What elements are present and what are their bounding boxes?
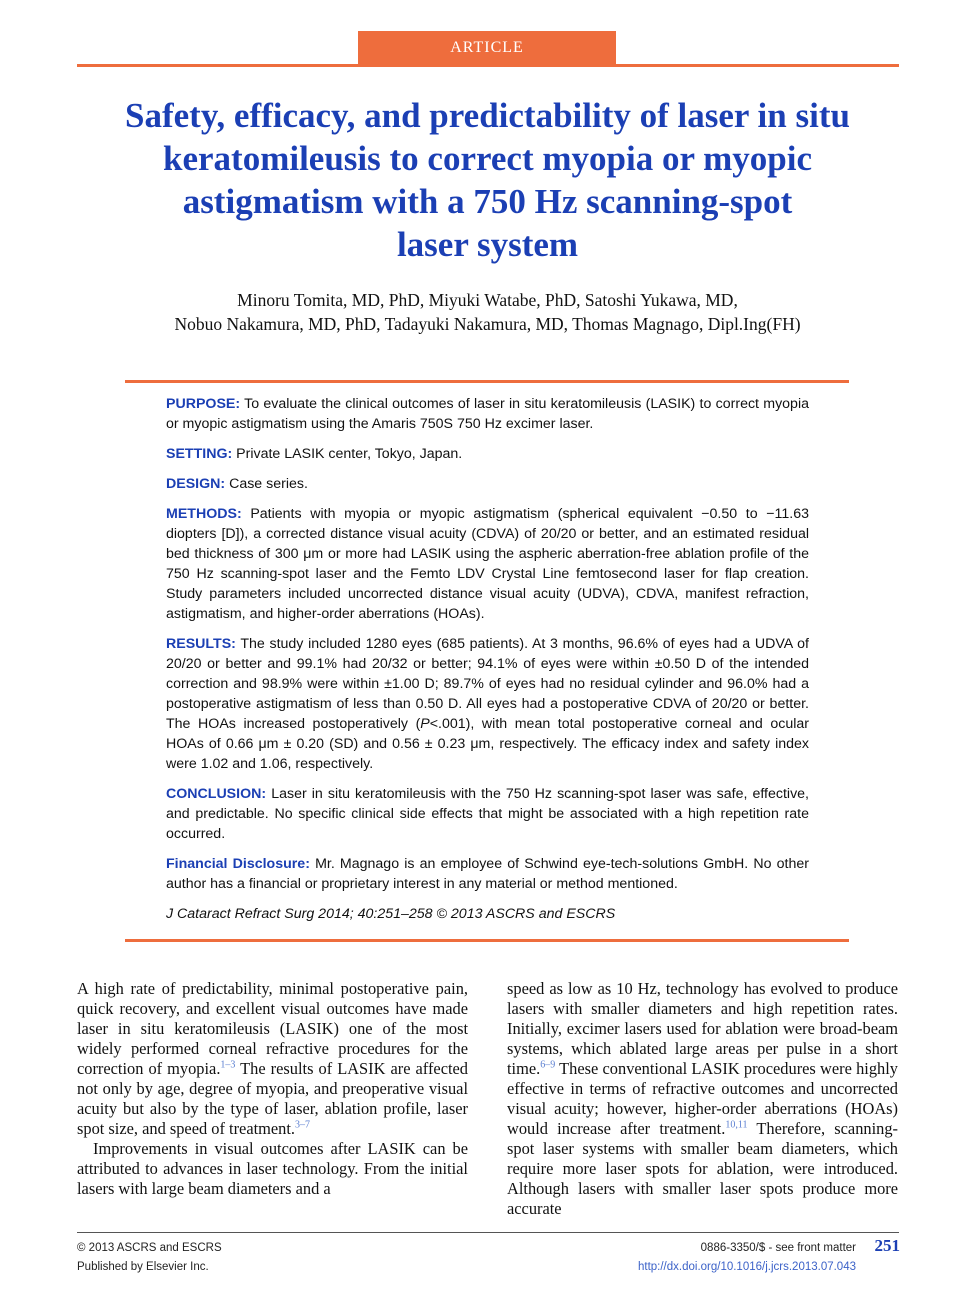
footer-copyright: © 2013 ASCRS and ESCRS <box>77 1242 222 1254</box>
reference-link-3-7[interactable]: 3–7 <box>295 1119 311 1131</box>
body-p3-text-a: speed as low as 10 Hz, technology has evolved to produce lasers with smaller diameters and high repetition rates. Initially, excimer lasers used for ablation were broad-beam systems, which ablated large areas per pulse in a short time. <box>507 979 898 1078</box>
abstract-conclusion <box>166 784 809 844</box>
abstract <box>166 394 809 934</box>
abstract-disclosure <box>166 854 809 894</box>
body-right-column <box>507 979 898 1219</box>
body-left-column <box>77 979 468 1199</box>
body-p3-text-b: These conventional LASIK procedures were highly effective in terms of refractive outcomes and uncorrected visual acuity; however, higher-order aberrations (HOAs) would increase after treatment. <box>507 1059 898 1138</box>
body-paragraph-3 <box>507 979 898 1219</box>
results-heading: RESULTS: <box>166 636 236 652</box>
results-text-b: <.001), with mean total postoperative corneal and ocular HOAs of 0.66 μm ± 0.20 (SD) and 0.56 ± 0.23 μm, respectively. The efficacy index and safety index were 1.02 and 1.06, respectively. <box>166 716 809 772</box>
body-paragraph-2: Improvements in visual outcomes after LASIK can be attributed to advances in laser technology. From the initial lasers with large beam diameters and a <box>77 1139 468 1198</box>
footer-rule <box>77 1232 899 1233</box>
footer-publisher: Published by Elsevier Inc. <box>77 1261 209 1273</box>
reference-link-6-9[interactable]: 6–9 <box>540 1059 556 1071</box>
journal-citation: J Cataract Refract Surg 2014; 40:251–258 © 2013 ASCRS and ESCRS <box>166 906 616 922</box>
disclosure-heading: Financial Disclosure: <box>166 856 310 872</box>
results-p-value-symbol: P <box>420 716 430 732</box>
body-p3-text-c: Therefore, scanning-spot laser systems with smaller beam diameters, which require more laser spots for ablation, were introduced. Although lasers with smaller laser spots produce more accurate <box>507 1119 898 1218</box>
doi-link[interactable]: http://dx.doi.org/10.1016/j.jcrs.2013.07.043 <box>637 1261 856 1273</box>
conclusion-text: Laser in situ keratomileusis with the 750 Hz scanning-spot laser was safe, effective, and predictable. No specific clinical side effects that might be associated with a high repetition rate occurred. <box>166 786 810 842</box>
footer-issn: 0886-3350/$ - see front matter <box>700 1242 856 1254</box>
abstract-setting <box>166 444 809 464</box>
setting-text: Private LASIK center, Tokyo, Japan. <box>236 446 463 462</box>
title-line-2: keratomileusis to correct myopia or myopic <box>163 139 812 178</box>
author-line-1: Minoru Tomita, MD, PhD, Miyuki Watabe, PhD, Satoshi Yukawa, MD, <box>237 290 738 310</box>
reference-link-1-3[interactable]: 1–3 <box>220 1059 236 1071</box>
body-paragraph-1 <box>77 979 468 1139</box>
article-title <box>60 94 915 266</box>
abstract-methods <box>166 504 809 624</box>
reference-link-10-11[interactable]: 10,11 <box>725 1119 748 1131</box>
body-p1-text-a: A high rate of predictability, minimal postoperative pain, quick recovery, and excellent visual outcomes have made laser in situ keratomileusis (LASIK) one of the most widely performed corneal refractive procedures for the correction of myopia. <box>77 979 468 1078</box>
page-number: 251 <box>874 1236 900 1255</box>
abstract-top-rule <box>125 380 849 383</box>
title-line-1: Safety, efficacy, and predictability of laser in situ <box>125 96 850 135</box>
setting-heading: SETTING: <box>166 446 233 462</box>
disclosure-text: Mr. Magnago is an employee of Schwind eye-tech-solutions GmbH. No other author has a financial or proprietary interest in any material or method mentioned. <box>166 856 809 892</box>
top-rule <box>77 64 899 67</box>
results-text-a: The study included 1280 eyes (685 patients). At 3 months, 96.6% of eyes had a UDVA of 20/20 or better and 99.1% had 20/32 or better; 94.1% of eyes were within ±0.50 D of the intended correction and 98.9% were within ±1.00 D; 89.7% of eyes had no residual cylinder and 96.0% had a postoperative astigmatism of less than 0.50 D. All eyes had a postoperative CDVA of 20/20 or better. The HOAs increased postoperatively ( <box>166 636 809 732</box>
article-tab <box>358 31 616 65</box>
methods-text: Patients with myopia or myopic astigmatism (spherical equivalent −0.50 to −11.63 diopters [D]), a corrected distance visual acuity (CDVA) of 20/20 or better, and an estimated residual bed thickness of 300 μm or more had LASIK using the aspheric aberration-free ablation profile of the 750 Hz scanning-spot laser and the Femto LDV Crystal Line femtosecond laser for flap creation. Study parameters included uncorrected distance visual acuity (UDVA), CDVA, manifest refraction, astigmatism, and higher-order aberrations (HOAs). <box>166 506 809 622</box>
body-p1-text-b: The results of LASIK are affected not only by age, degree of myopia, and preoperative visual acuity but also by the type of laser, ablation profile, laser spot size, and speed of treatment. <box>77 1059 468 1138</box>
abstract-results <box>166 634 809 774</box>
abstract-purpose <box>166 394 809 434</box>
design-text: Case series. <box>229 476 308 492</box>
author-line-2: Nobuo Nakamura, MD, PhD, Tadayuki Nakamura, MD, Thomas Magnago, Dipl.Ing(FH) <box>174 314 801 334</box>
methods-heading: METHODS: <box>166 506 242 522</box>
purpose-heading: PURPOSE: <box>166 396 241 412</box>
article-tab-label: ARTICLE <box>450 39 524 56</box>
title-line-4: laser system <box>396 225 579 264</box>
title-line-3: astigmatism with a 750 Hz scanning-spot <box>182 182 793 221</box>
abstract-design <box>166 474 809 494</box>
design-heading: DESIGN: <box>166 476 226 492</box>
conclusion-heading: CONCLUSION: <box>166 786 267 802</box>
author-list <box>60 288 915 336</box>
abstract-bottom-rule <box>125 939 849 942</box>
purpose-text: To evaluate the clinical outcomes of laser in situ keratomileusis (LASIK) to correct myopia or myopic astigmatism using the Amaris 750S 750 Hz excimer laser. <box>166 396 809 432</box>
